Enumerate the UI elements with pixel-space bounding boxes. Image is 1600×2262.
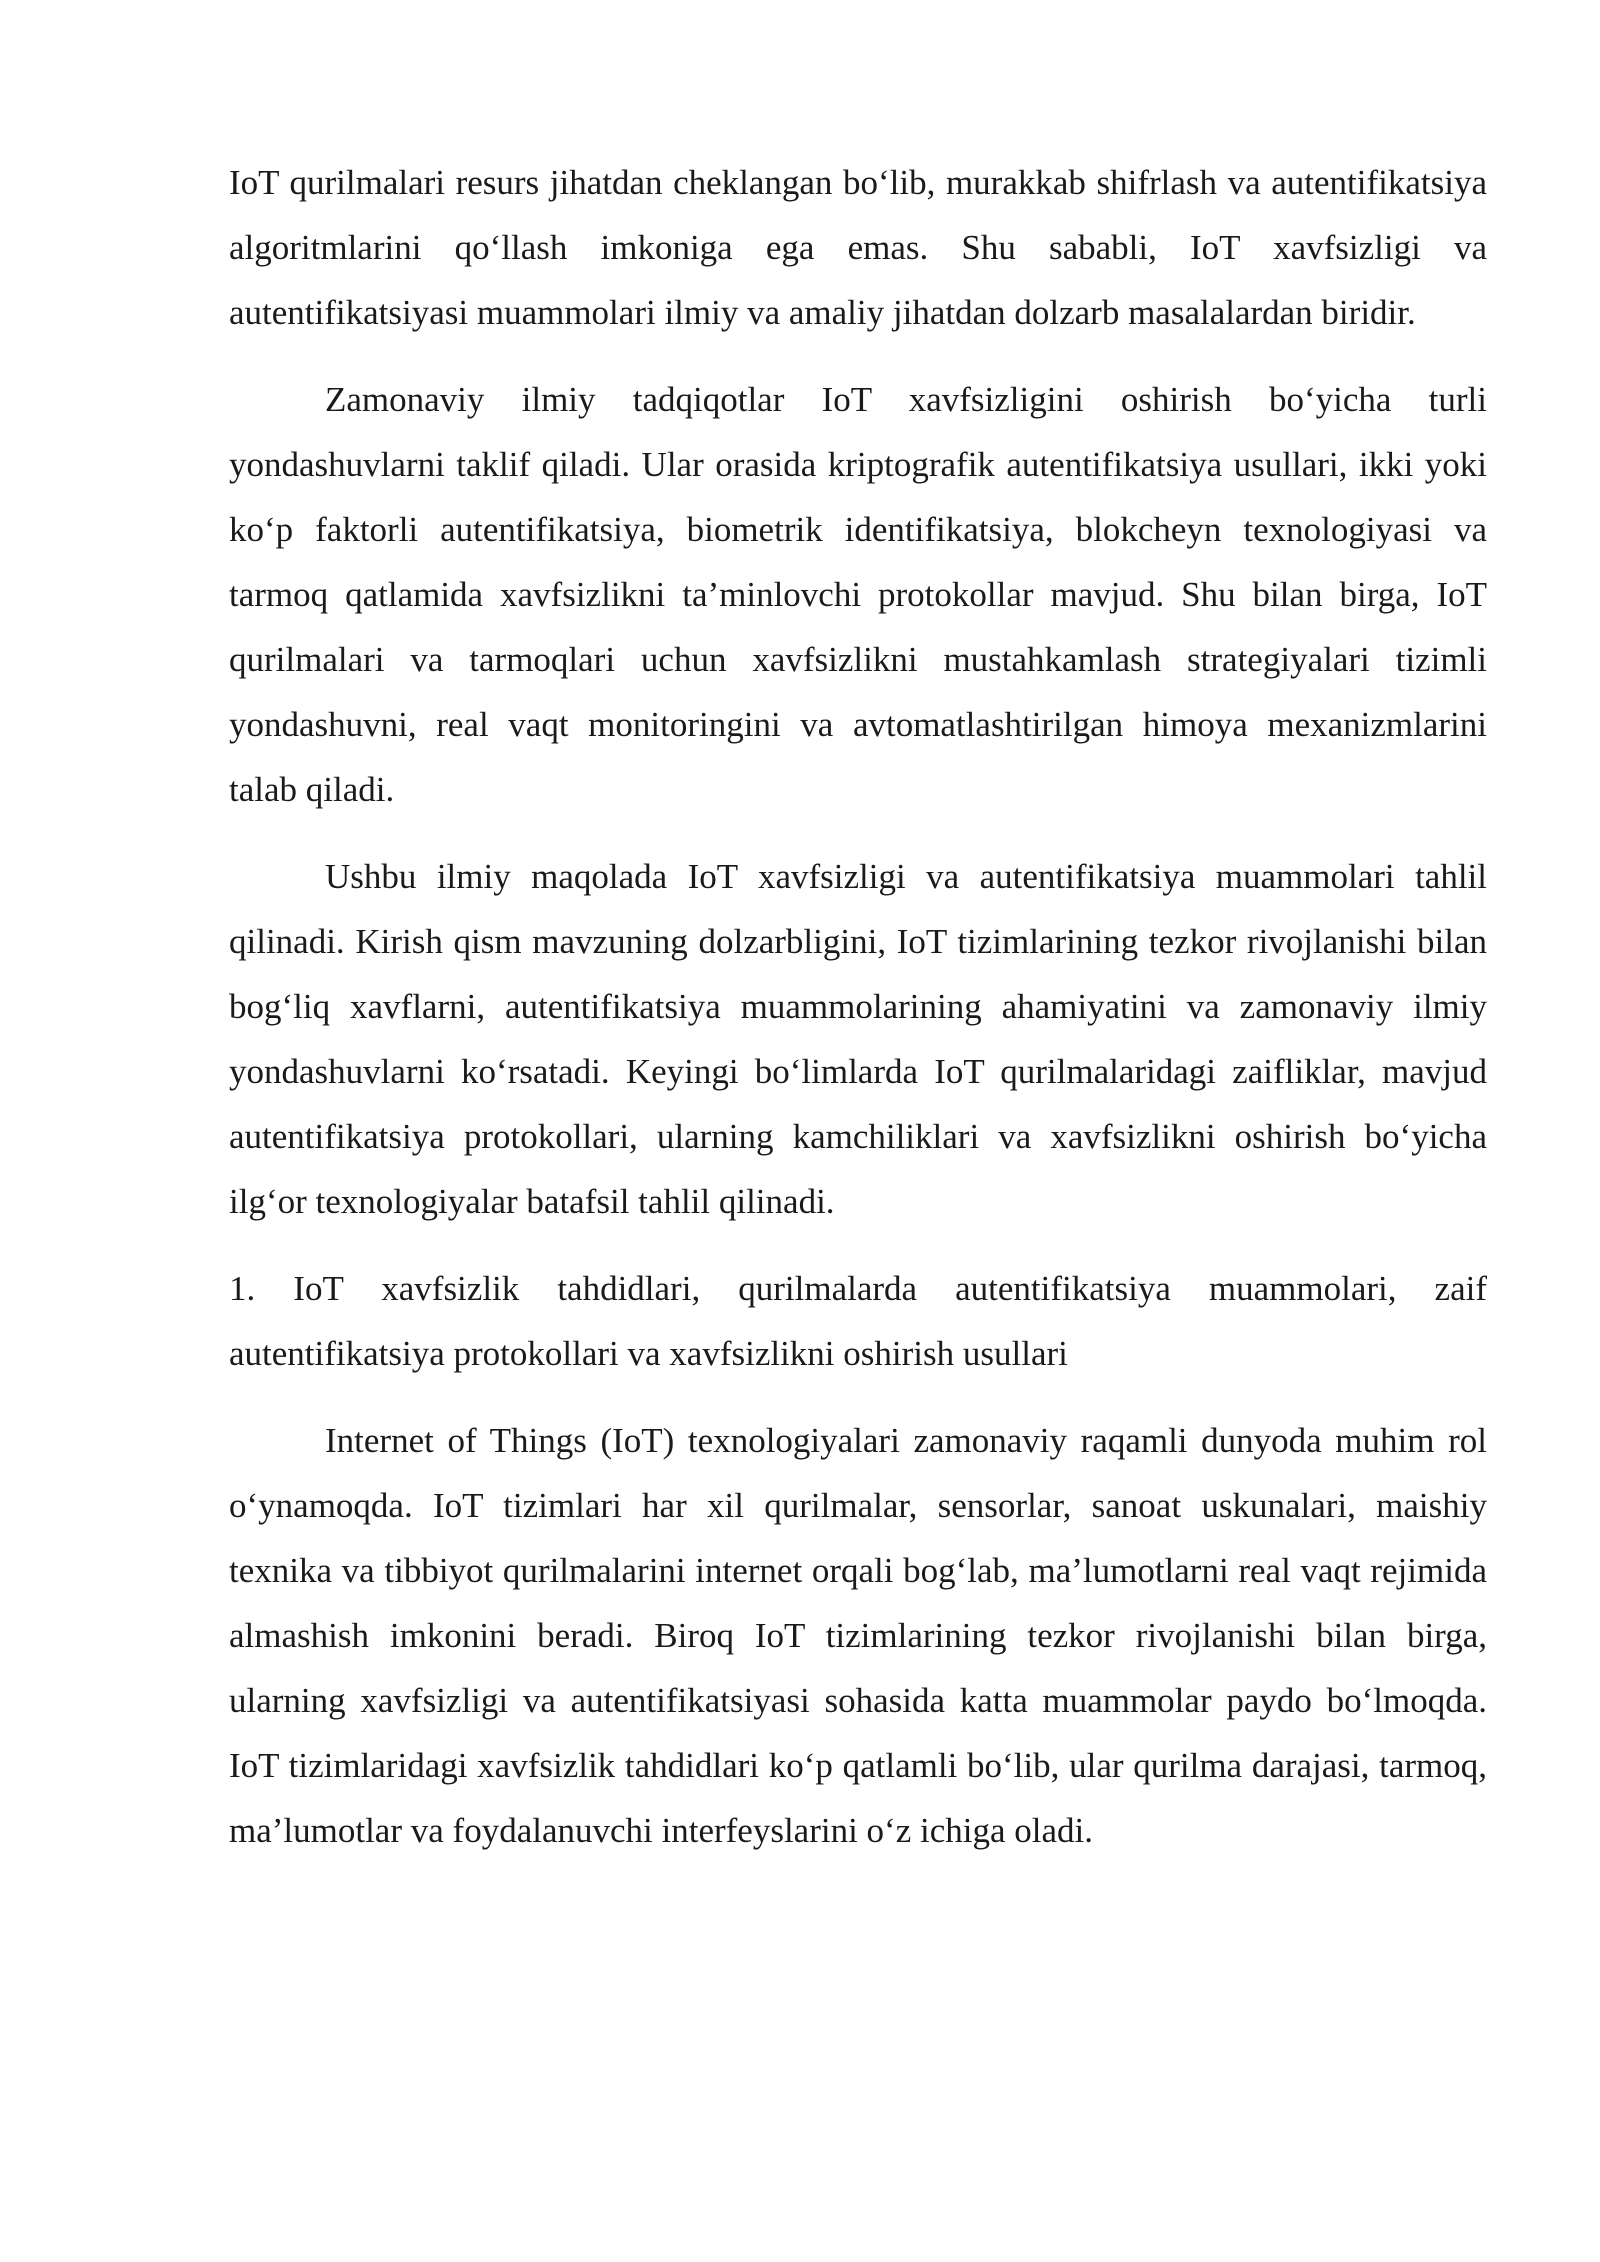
paragraph-modern-research: Zamonaviy ilmiy tadqiqotlar IoT xavfsizligini oshirish bo‘yicha turli yondashuvlarni taklif qiladi. Ular orasida kriptografik autentifikatsiya usullari, ikki yoki ko‘p faktorli autentifikatsiya, biometrik identifikatsiya, blokcheyn texnologiyasi va tarmoq qatlamida xavfsizlikni ta’minlovchi protokollar mavjud. Shu bilan birga, IoT qurilmalari va tarmoqlari uchun xavfsizlikni mustahkamlash strategiyalari tizimli yondashuvni, real vaqt monitoringini va avtomatlashtirilgan himoya mexanizmlarini talab qiladi. [229, 380, 1487, 809]
paragraph-article-overview: Ushbu ilmiy maqolada IoT xavfsizligi va autentifikatsiya muammolari tahlil qilinadi. Kirish qism mavzuning dolzarbligini, IoT tizimlarining tezkor rivojlanishi bilan bog‘liq xavflarni, autentifikatsiya muammolarining ahamiyatini va zamonaviy ilmiy yondashuvlarni ko‘rsatadi. Keyingi bo‘limlarda IoT qurilmalaridagi zaifliklar, mavjud autentifikatsiya protokollari, ularning kamchiliklari va xavfsizlikni oshirish bo‘yicha ilg‘or texnologiyalar batafsil tahlil qilinadi. [229, 857, 1487, 1221]
document-page [229, 150, 1487, 1885]
paragraph-iot-technologies: Internet of Things (IoT) texnologiyalari zamonaviy raqamli dunyoda muhim rol o‘ynamoqda. IoT tizimlari har xil qurilmalar, sensorlar, sanoat uskunalari, maishiy texnika va tibbiyot qurilmalarini internet orqali bog‘lab, ma’lumotlarni real vaqt rejimida almashish imkonini beradi. Biroq IoT tizimlarining tezkor rivojlanishi bilan birga, ularning xavfsizligi va autentifikatsiyasi sohasida katta muammolar paydo bo‘lmoqda. IoT tizimlaridagi xavfsizlik tahdidlari ko‘p qatlamli bo‘lib, ular qurilma darajasi, tarmoq, ma’lumotlar va foydalanuvchi interfeyslarini o‘z ichiga oladi. [229, 1421, 1487, 1850]
section-heading: 1. IoT xavfsizlik tahdidlari, qurilmalarda autentifikatsiya muammolari, zaif autentifikatsiya protokollari va xavfsizlikni oshirish usullari [229, 1269, 1487, 1373]
paragraph-iot-resource-limits: IoT qurilmalari resurs jihatdan cheklangan bo‘lib, murakkab shifrlash va autentifikatsiya algoritmlarini qo‘llash imkoniga ega emas. Shu sababli, IoT xavfsizligi va autentifikatsiyasi muammolari ilmiy va amaliy jihatdan dolzarb masalalardan biridir. [229, 163, 1487, 332]
